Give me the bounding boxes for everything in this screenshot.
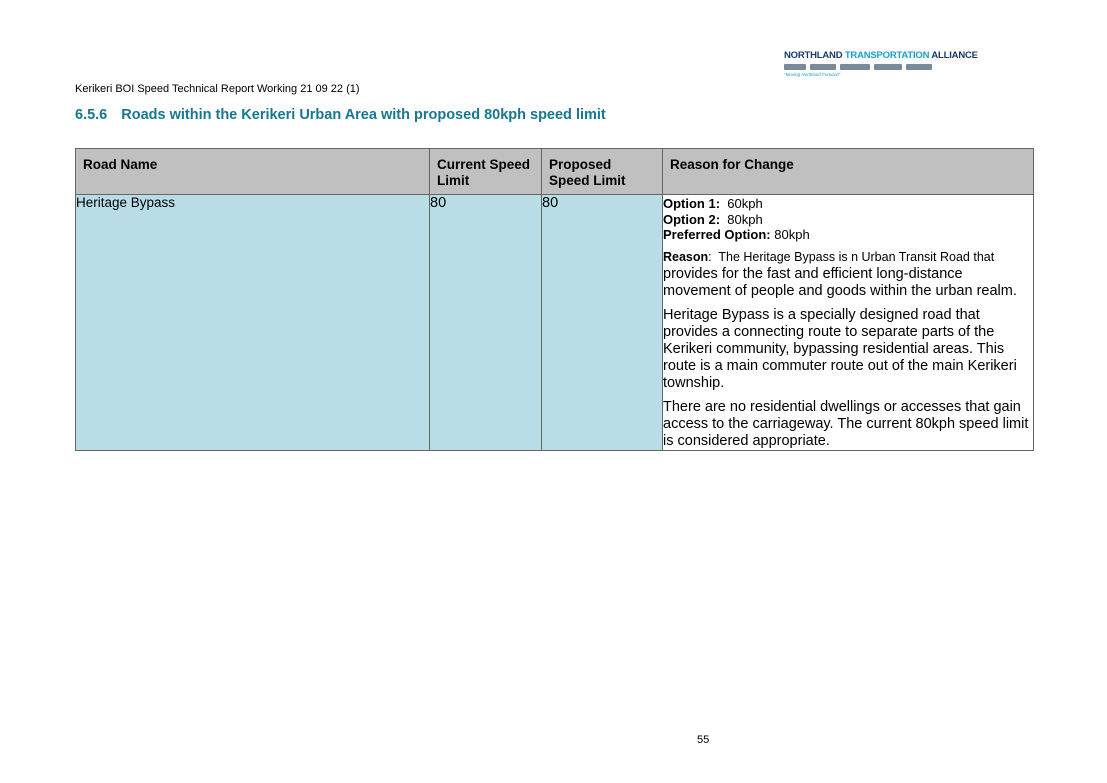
road-name-cell: Heritage Bypass [76,195,430,451]
logo-brand-text [784,50,978,61]
header-reason: Reason for Change [663,149,1034,195]
reason-paragraph-2: Heritage Bypass is a specially designed road that provides a connecting route to separate parts of the Kerikeri community, bypassing residential areas. This route is a main commuter route out of the main Kerikeri township. [663,306,1017,391]
reason-rest-text: provides for the fast and efficient long-distance movement of people and goods within the urban realm. [663,265,1017,299]
council-logo-icon [810,64,836,70]
header-proposed-speed: Proposed Speed Limit [542,149,663,195]
logo-brand-northland: NORTHLAND [784,50,843,61]
reason-separator: : [708,249,712,264]
proposed-limit-cell: 80 [542,195,663,451]
transport-agency-logo-icon [906,64,932,70]
section-title: Roads within the Kerikeri Urban Area with proposed 80kph speed limit [121,107,606,123]
logo-brand-alliance: ALLIANCE [931,50,978,61]
partner-logos [784,62,954,71]
council-logo-icon [840,64,870,70]
option-2-label: Option 2: [663,211,721,227]
option-1 [663,196,1033,212]
header-road-name: Road Name [76,149,430,195]
logo-tagline: "Moving Northland Forward" [784,72,841,77]
option-2 [663,212,1033,228]
council-logo-icon [784,64,806,70]
preferred-option [663,227,1033,243]
council-logo-icon [874,64,902,70]
option-1-label: Option 1: [663,196,721,211]
reason-paragraph [663,249,1033,300]
table-header-row [76,149,1034,195]
reason-label: Reason [663,249,709,264]
reason-cell [663,195,1034,451]
document-header: Kerikeri BOI Speed Technical Report Working 21 09 22 (1) [75,83,360,95]
northland-transportation-alliance-logo [784,50,978,82]
speed-limit-table [75,148,1034,451]
logo-brand-transportation: TRANSPORTATION [844,50,930,61]
reason-lead-text: The Heritage Bypass is n Urban Transit Road that [718,249,995,264]
header-current-speed: Current Speed Limit [430,149,542,195]
reason-paragraph-3: There are no residential dwellings or accesses that gain access to the carriageway. The current 80kph speed limit is considered appropriate. [663,398,1029,449]
table-row [76,195,1034,451]
page-number: 55 [697,734,710,746]
preferred-option-label: Preferred Option: [663,227,771,242]
section-number: 6.5.6 [75,107,108,123]
current-limit-cell: 80 [430,195,542,451]
option-1-value: 60kph [727,196,763,211]
preferred-option-value: 80kph [774,227,810,242]
section-heading [75,107,606,123]
option-2-value: 80kph [727,211,763,227]
